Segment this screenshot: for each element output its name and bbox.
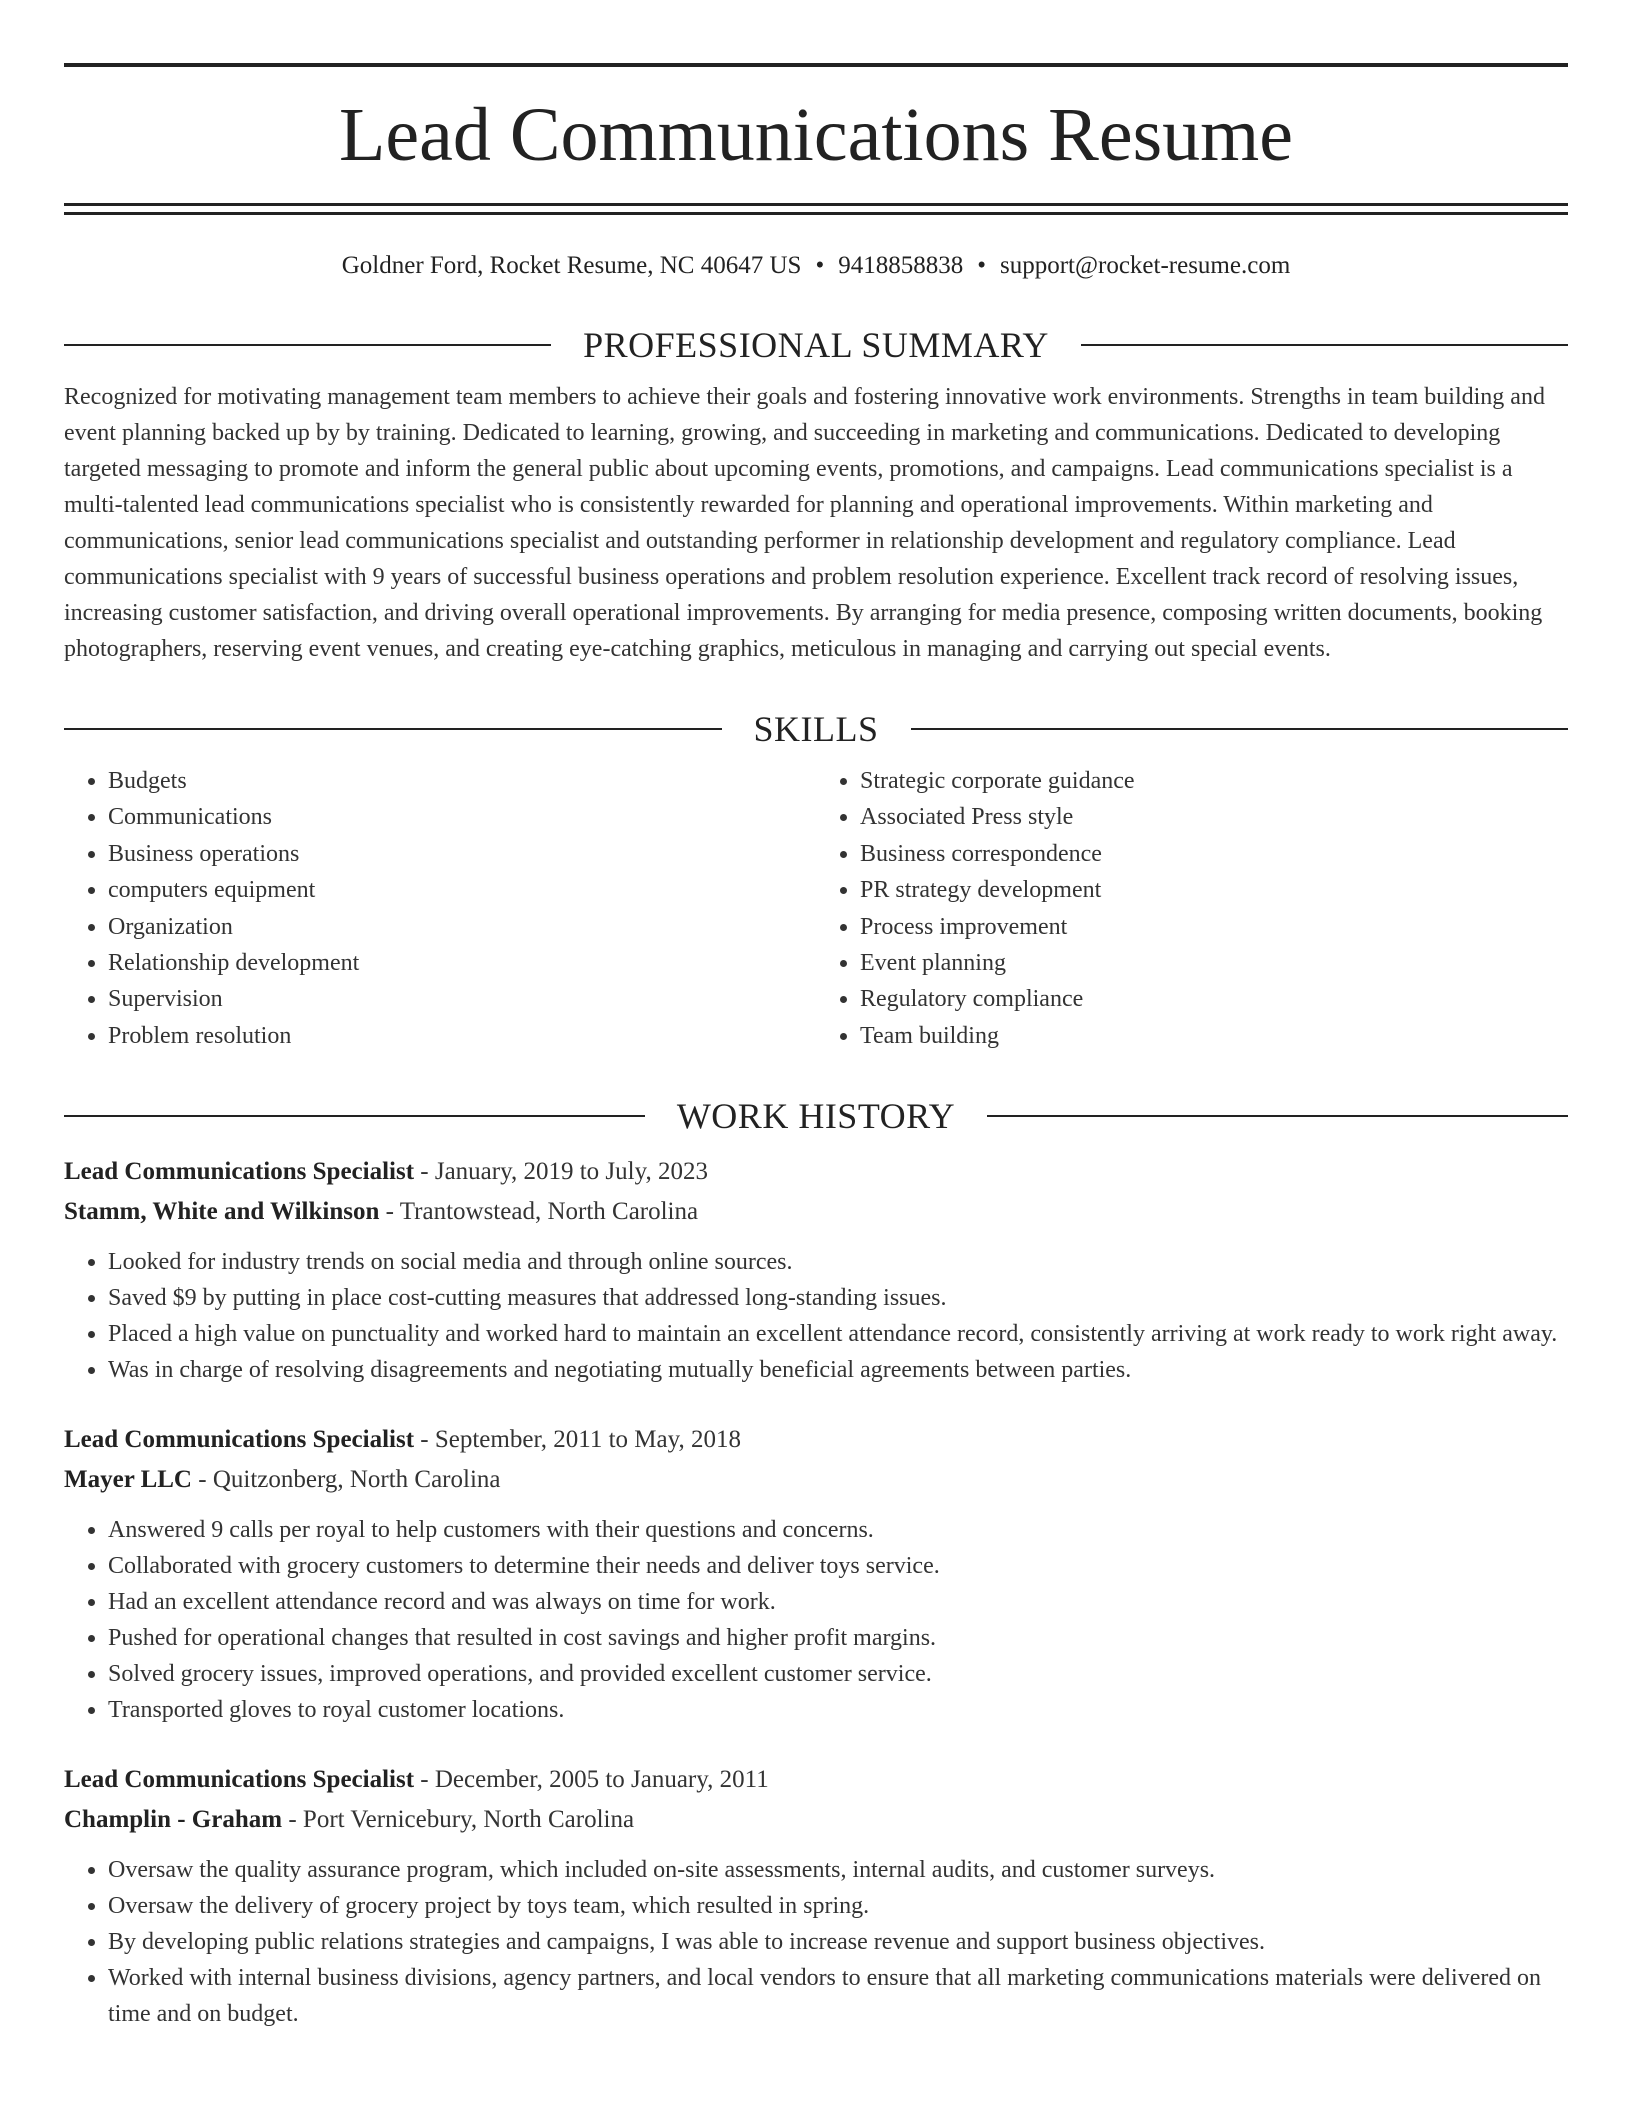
job-title-line xyxy=(64,1760,1568,1800)
job-company: Champlin - Graham xyxy=(64,1806,283,1834)
job-bullet: • Solved grocery issues, improved operations, and provided excellent customer service. xyxy=(108,1656,1568,1692)
summary-text: Recognized for motivating management team members to achieve their goals and fostering innovative work environments. Strengths in team building and event planning backed up by by training. Dedicated to learning, growing, and succeeding in marketing and communications. Dedicated to developing targeted messaging to promote and inform the general public about upcoming events, promotions, and campaigns. Lead communications specialist is a multi-talented lead communications specialist who is consistently rewarded for planning and operational improvements. Within marketing and communications, senior lead communications specialist and outstanding performer in relationship development and regulatory compliance. Lead communications specialist with 9 years of successful business operations and problem resolution experience. Excellent track record of resolving issues, increasing customer satisfaction, and driving overall operational improvements. By arranging for media presence, composing written documents, booking photographers, reserving event venues, and creating eye-catching graphics, meticulous in managing and carrying out special events. xyxy=(64,384,1545,662)
title-rule-lower xyxy=(64,212,1568,215)
job-entry xyxy=(64,1760,1568,2032)
job-dates: - December, 2005 to January, 2011 xyxy=(420,1766,769,1794)
job-location: - Quitzonberg, North Carolina xyxy=(198,1466,501,1494)
skills-heading xyxy=(64,707,1568,751)
contact-line xyxy=(64,249,1568,283)
job-bullet: • Placed a high value on punctuality and worked hard to maintain an excellent attendance record, consistently arriving at work ready to work right away. xyxy=(108,1316,1568,1352)
job-bullet: • Saved $9 by putting in place cost-cutting measures that addressed long-standing issues. xyxy=(108,1280,1568,1316)
skill-item: • Regulatory compliance xyxy=(860,981,1568,1017)
job-title-line xyxy=(64,1152,1568,1192)
job-company-line xyxy=(64,1192,1568,1232)
heading-rule-left xyxy=(64,1115,645,1117)
job-title-line xyxy=(64,1420,1568,1460)
heading-rule-right xyxy=(911,728,1569,730)
job-bullets xyxy=(64,1512,1568,1728)
skill-item: • Supervision xyxy=(108,981,816,1017)
skill-item: • PR strategy development xyxy=(860,872,1568,908)
job-bullet: • Oversaw the quality assurance program, which included on-site assessments, internal audits, and customer surveys. xyxy=(108,1852,1568,1888)
job-location: - Port Vernicebury, North Carolina xyxy=(288,1806,635,1834)
work-history-heading xyxy=(64,1094,1568,1138)
skills-heading-label: SKILLS xyxy=(753,709,879,749)
job-bullet: • Worked with internal business divisions, agency partners, and local vendors to ensure that all marketing communications materials were delivered on time and on budget. xyxy=(108,1960,1568,2032)
job-bullet: • Oversaw the delivery of grocery project by toys team, which resulted in spring. xyxy=(108,1888,1568,1924)
job-bullet: • Had an excellent attendance record and was always on time for work. xyxy=(108,1584,1568,1620)
skill-item: • Process improvement xyxy=(860,909,1568,945)
job-company: Stamm, White and Wilkinson xyxy=(64,1198,380,1226)
job-bullet: • Answered 9 calls per royal to help customers with their questions and concerns. xyxy=(108,1512,1568,1548)
job-dates: - January, 2019 to July, 2023 xyxy=(420,1158,708,1186)
title-rule-upper xyxy=(64,203,1568,206)
job-dates: - September, 2011 to May, 2018 xyxy=(420,1426,741,1454)
job-bullet: • Pushed for operational changes that resulted in cost savings and higher profit margins. xyxy=(108,1620,1568,1656)
skill-item: • Problem resolution xyxy=(108,1018,816,1054)
job-title: Lead Communications Specialist xyxy=(64,1426,415,1454)
heading-rule-left xyxy=(64,344,551,346)
job-bullet: • Collaborated with grocery customers to determine their needs and deliver toys service. xyxy=(108,1548,1568,1584)
job-bullet: • By developing public relations strategies and campaigns, I was able to increase revenue and support business objectives. xyxy=(108,1924,1568,1960)
resume-title: Lead Communications Resume xyxy=(338,93,1294,177)
skill-item: • Strategic corporate guidance xyxy=(860,763,1568,799)
skill-item: • Business operations xyxy=(108,836,816,872)
contact-address: Goldner Ford, Rocket Resume, NC 40647 US xyxy=(341,252,802,279)
skill-item: • Organization xyxy=(108,909,816,945)
contact-separator: • xyxy=(815,252,825,279)
skills-list xyxy=(64,763,1568,1054)
job-location: - Trantowstead, North Carolina xyxy=(385,1198,699,1226)
job-company-line xyxy=(64,1460,1568,1500)
heading-rule-right xyxy=(987,1115,1568,1117)
skill-item: • Event planning xyxy=(860,945,1568,981)
job-bullet: • Was in charge of resolving disagreements and negotiating mutually beneficial agreements between parties. xyxy=(108,1352,1568,1388)
contact-phone: 9418858838 xyxy=(838,252,964,279)
job-entry xyxy=(64,1152,1568,1388)
skill-item: • Team building xyxy=(860,1018,1568,1054)
heading-rule-left xyxy=(64,728,722,730)
skill-item: • Relationship development xyxy=(108,945,816,981)
heading-rule-right xyxy=(1081,344,1568,346)
summary-heading-label: PROFESSIONAL SUMMARY xyxy=(583,325,1049,365)
skill-item: • Associated Press style xyxy=(860,799,1568,835)
skill-item: • Budgets xyxy=(108,763,816,799)
summary-heading xyxy=(64,323,1568,367)
job-bullet: • Looked for industry trends on social media and through online sources. xyxy=(108,1244,1568,1280)
job-bullet: • Transported gloves to royal customer locations. xyxy=(108,1692,1568,1728)
work-history-heading-label: WORK HISTORY xyxy=(676,1096,956,1137)
job-bullets xyxy=(64,1244,1568,1388)
skills-column-right xyxy=(816,763,1568,1054)
skill-item: • computers equipment xyxy=(108,872,816,908)
job-title: Lead Communications Specialist xyxy=(64,1766,415,1794)
job-company: Mayer LLC xyxy=(64,1466,192,1494)
job-title: Lead Communications Specialist xyxy=(64,1158,415,1186)
skills-column-left xyxy=(64,763,816,1054)
skill-item: • Communications xyxy=(108,799,816,835)
job-entry xyxy=(64,1420,1568,1728)
job-company-line xyxy=(64,1800,1568,1840)
contact-email: support@rocket-resume.com xyxy=(999,252,1291,279)
skill-item: • Business correspondence xyxy=(860,836,1568,872)
contact-separator: • xyxy=(977,252,986,279)
job-bullets xyxy=(64,1852,1568,2032)
